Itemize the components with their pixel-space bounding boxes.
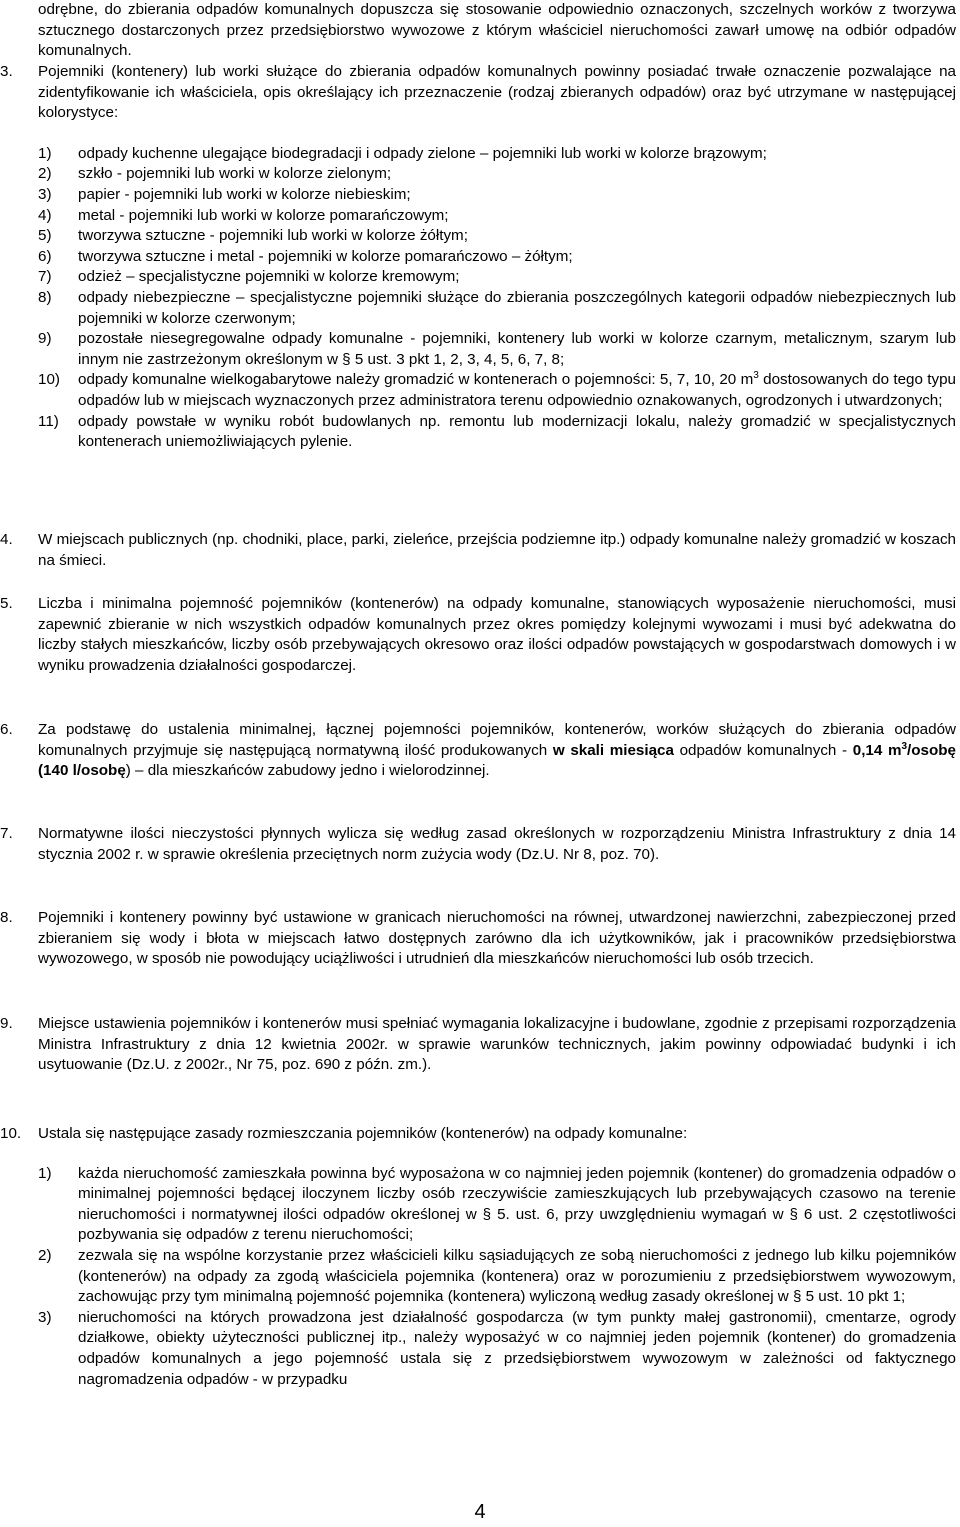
section-5 xyxy=(0,594,956,676)
section-8 xyxy=(0,908,956,970)
list-item-text: metal - pojemniki lub worki w kolorze pomarańczowym; xyxy=(78,206,449,224)
list-item-text: odzież – specjalistyczne pojemniki w kolorze kremowym; xyxy=(78,268,460,286)
list-item-number: 11) xyxy=(38,412,59,430)
list-item-number: 9) xyxy=(38,330,52,348)
list-item-text: odpady niebezpieczne – specjalistyczne pojemniki służące do zbierania poszczególnych kategorii odpadów niebezpiecznych lub pojemniki w kolorze czerwonym; xyxy=(78,288,956,327)
section-number: 4. xyxy=(0,531,13,548)
section-number: 6. xyxy=(0,721,13,738)
list-item xyxy=(38,1164,956,1246)
list-item-text: odpady powstałe w wyniku robót budowlanych np. remontu lub modernizacji lokalu, należy gromadzić w specjalistycznych kontenerach uniemożliwiających pylenie. xyxy=(78,412,956,451)
list-item-number: 4) xyxy=(38,206,52,224)
list-item-text: tworzywa sztuczne i metal - pojemniki w kolorze pomarańczowo – żółtym; xyxy=(78,247,573,265)
list-item-number: 2) xyxy=(38,1246,52,1264)
list-item-text: odpady kuchenne ulegające biodegradacji i odpady zielone – pojemniki lub worki w kolorze brązowym; xyxy=(78,144,767,162)
list-item xyxy=(38,144,956,165)
section-3 xyxy=(0,62,956,453)
section-number: 3. xyxy=(0,63,13,80)
list-item-number: 5) xyxy=(38,227,52,245)
list-item-text: zezwala się na wspólne korzystanie przez właścicieli kilku sąsiadujących ze sobą nieruchomości z jednego lub kilku pojemników (kontenerów) na odpady za zgodą właściciela pojemnika (kontenera) oraz w porozumieniu z przedsiębiorstwem wywozowym, zachowując przy tym minimalną pojemność pojemnika (kontenera) wyliczoną według zasady określonej w § 5 ust. 10 pkt 1; xyxy=(78,1246,956,1306)
section-number: 10. xyxy=(0,1125,22,1142)
section-number: 5. xyxy=(0,595,13,612)
section-6 xyxy=(0,720,956,782)
superscript: 3 xyxy=(753,370,759,382)
list-item-number: 7) xyxy=(38,268,52,286)
list-item-number: 1) xyxy=(38,1164,52,1182)
list-item-text: szkło - pojemniki lub worki w kolorze zielonym; xyxy=(78,165,392,183)
section-text: W miejscach publicznych (np. chodniki, place, parki, zieleńce, przejścia podziemne itp.) odpady komunalne należy gromadzić w koszach na śmieci. xyxy=(38,531,956,569)
list-item-number: 2) xyxy=(38,165,52,183)
list-item-text: nieruchomości na których prowadzona jest działalność gospodarcza (w tym punkty małej gastronomii), cmentarze, ogrody działkowe, obiekty użyteczności publicznej itp., należy wyposażyć w co najmniej jeden pojemnik (kontener) do gromadzenia odpadów komunalnych a jego pojemność ustala się z przedsiębiorstwem wywozowym w zależności od faktycznego nagromadzenia odpadów - w przypadku xyxy=(78,1308,956,1388)
list-item xyxy=(38,370,956,411)
section-number: 9. xyxy=(0,1015,13,1032)
intro-text: odrębne, do zbierania odpadów komunalnych dopuszcza się stosowanie odpowiednio oznaczonych, szczelnych worków z tworzywa sztucznego dostarczonych przez przedsiębiorstwo wywozowe z którym właściciel nieruchomości zawarł umowę na odbiór odpadów komunalnych. xyxy=(38,1,956,60)
section-7 xyxy=(0,824,956,865)
list-item xyxy=(38,1246,956,1308)
text-run: odpadów komunalnych - xyxy=(673,741,853,759)
list-item-text: pozostałe niesegregowalne odpady komunalne - pojemniki, kontenery lub worki w kolorze czarnym, metalicznym, szarym lub innym nie zastrzeżonym określonym w § 5 ust. 3 pkt 1, 2, 3, 4, 5, 6, 7, 8; xyxy=(78,330,956,368)
list-item xyxy=(38,206,956,227)
list-item-text: papier - pojemniki lub worki w kolorze niebieskim; xyxy=(78,185,411,203)
section-9 xyxy=(0,1014,956,1076)
list-item xyxy=(38,329,956,370)
section-text: Liczba i minimalna pojemność pojemników (kontenerów) na odpady komunalne, stanowiących wyposażenie nieruchomości, musi zapewnić zbieranie w nich wszystkich odpadów komunalnych przez okres pomiędzy kolejnymi wywozami i musi być adekwatna do liczby stałych mieszkańców, liczby osób przebywających okresowo oraz ilości odpadów powstających w gospodarstwach domowych i w wyniku prowadzenia działalności gospodarczej. xyxy=(38,595,956,674)
section-text: Pojemniki (kontenery) lub worki służące do zbierania odpadów komunalnych powinny posiadać trwałe oznaczenie pozwalające na zidentyfikowanie ich właściciela, opis określający ich przeznaczenie (rodzaj zbieranych odpadów) oraz być utrzymane w następującej kolorystyce: xyxy=(38,63,956,122)
list-item xyxy=(38,185,956,206)
list-item xyxy=(38,247,956,268)
list-item-text: odpady komunalne wielkogabarytowe należy gromadzić w kontenerach o pojemności: 5, 7, 10, 20 m xyxy=(78,371,754,389)
list-item xyxy=(38,164,956,185)
section-number: 7. xyxy=(0,825,13,842)
page-number: 4 xyxy=(474,1501,486,1523)
list-item-number: 10) xyxy=(38,371,60,389)
text-run: Za podstawę do ustalenia minimalnej, łącznej pojemności pojemników, kontenerów, worków służących do zbierania odpadów komunalnych przyjmuje się następującą normatywną ilość produkowanych xyxy=(38,721,956,759)
section-text: Miejsce ustawienia pojemników i kontenerów musi spełniać wymagania lokalizacyjne i budowlane, zgodnie z przepisami rozporządzenia Ministra Infrastruktury z dnia 12 kwietnia 2002r. w sprawie warunków technicznych, jakim powinny odpowiadać budynki i ich usytuowanie (Dz.U. z 2002r., Nr 75, poz. 690 z późn. zm.). xyxy=(38,1015,956,1074)
section-4 xyxy=(0,530,956,571)
bold-run: 0,14 m xyxy=(852,741,902,759)
section-number: 8. xyxy=(0,909,13,926)
list-item-text: tworzywa sztuczne - pojemniki lub worki w kolorze żółtym; xyxy=(78,227,468,245)
list-item-number: 8) xyxy=(38,288,52,306)
list-item-number: 3) xyxy=(38,185,52,203)
section-text: Ustala się następujące zasady rozmieszczania pojemników (kontenerów) na odpady komunalne: xyxy=(38,1125,688,1142)
text-run: ) – dla mieszkańców zabudowy jedno i wielorodzinnej. xyxy=(125,762,490,780)
section-10 xyxy=(0,1124,956,1390)
list-item-number: 1) xyxy=(38,144,52,162)
section-text: Pojemniki i kontenery powinny być ustawione w granicach nieruchomości na równej, utwardzonej nawierzchni, zabezpieczonej przed zbieraniem się wody i błota w miejscach łatwo dostępnych zarówno dla ich użytkowników, jak i pracowników przedsiębiorstwa wywozowego, w sposób nie powodujący uciążliwości i utrudnień dla mieszkańców nieruchomości lub osób trzecich. xyxy=(38,909,956,968)
section-text xyxy=(38,720,956,782)
list-item xyxy=(38,267,956,288)
superscript: 3 xyxy=(901,740,908,752)
bold-run: /osobę (140 l/osobę xyxy=(38,741,956,780)
intro-paragraph xyxy=(38,0,956,62)
list-item xyxy=(38,288,956,329)
list-item-number: 6) xyxy=(38,247,52,265)
list-item xyxy=(38,1308,956,1390)
rules-list xyxy=(38,1164,956,1391)
list-item-number: 3) xyxy=(38,1308,52,1326)
list-item-text: każda nieruchomość zamieszkała powinna być wyposażona w co najmniej jeden pojemnik (kontener) do gromadzenia odpadów o minimalnej pojemności będącej iloczynem liczby osób rzeczywiście zamieszkujących lub przebywających czasowo na terenie nieruchomości i normatywnej ilości odpadów określonej w § 5. ust. 6, przy uwzględnieniu wymagań w § 6 ust. 2 częstotliwości pozbywania się odpadów z terenu nieruchomości; xyxy=(78,1164,956,1244)
list-item-text: dostosowanych do tego typu odpadów lub w miejscach wyznaczonych przez administratora terenu odpowiednio oznakowanych, ogrodzonych i utwardzonych; xyxy=(78,371,956,409)
list-item xyxy=(38,226,956,247)
bold-run: w skali miesiąca xyxy=(552,741,674,759)
section-text: Normatywne ilości nieczystości płynnych wylicza się według zasad określonych w rozporządzeniu Ministra Infrastruktury z dnia 14 stycznia 2002 r. w sprawie określenia przeciętnych norm zużycia wody (Dz.U. Nr 8, poz. 70). xyxy=(38,825,956,863)
list-item xyxy=(38,412,956,453)
color-list xyxy=(38,144,956,453)
